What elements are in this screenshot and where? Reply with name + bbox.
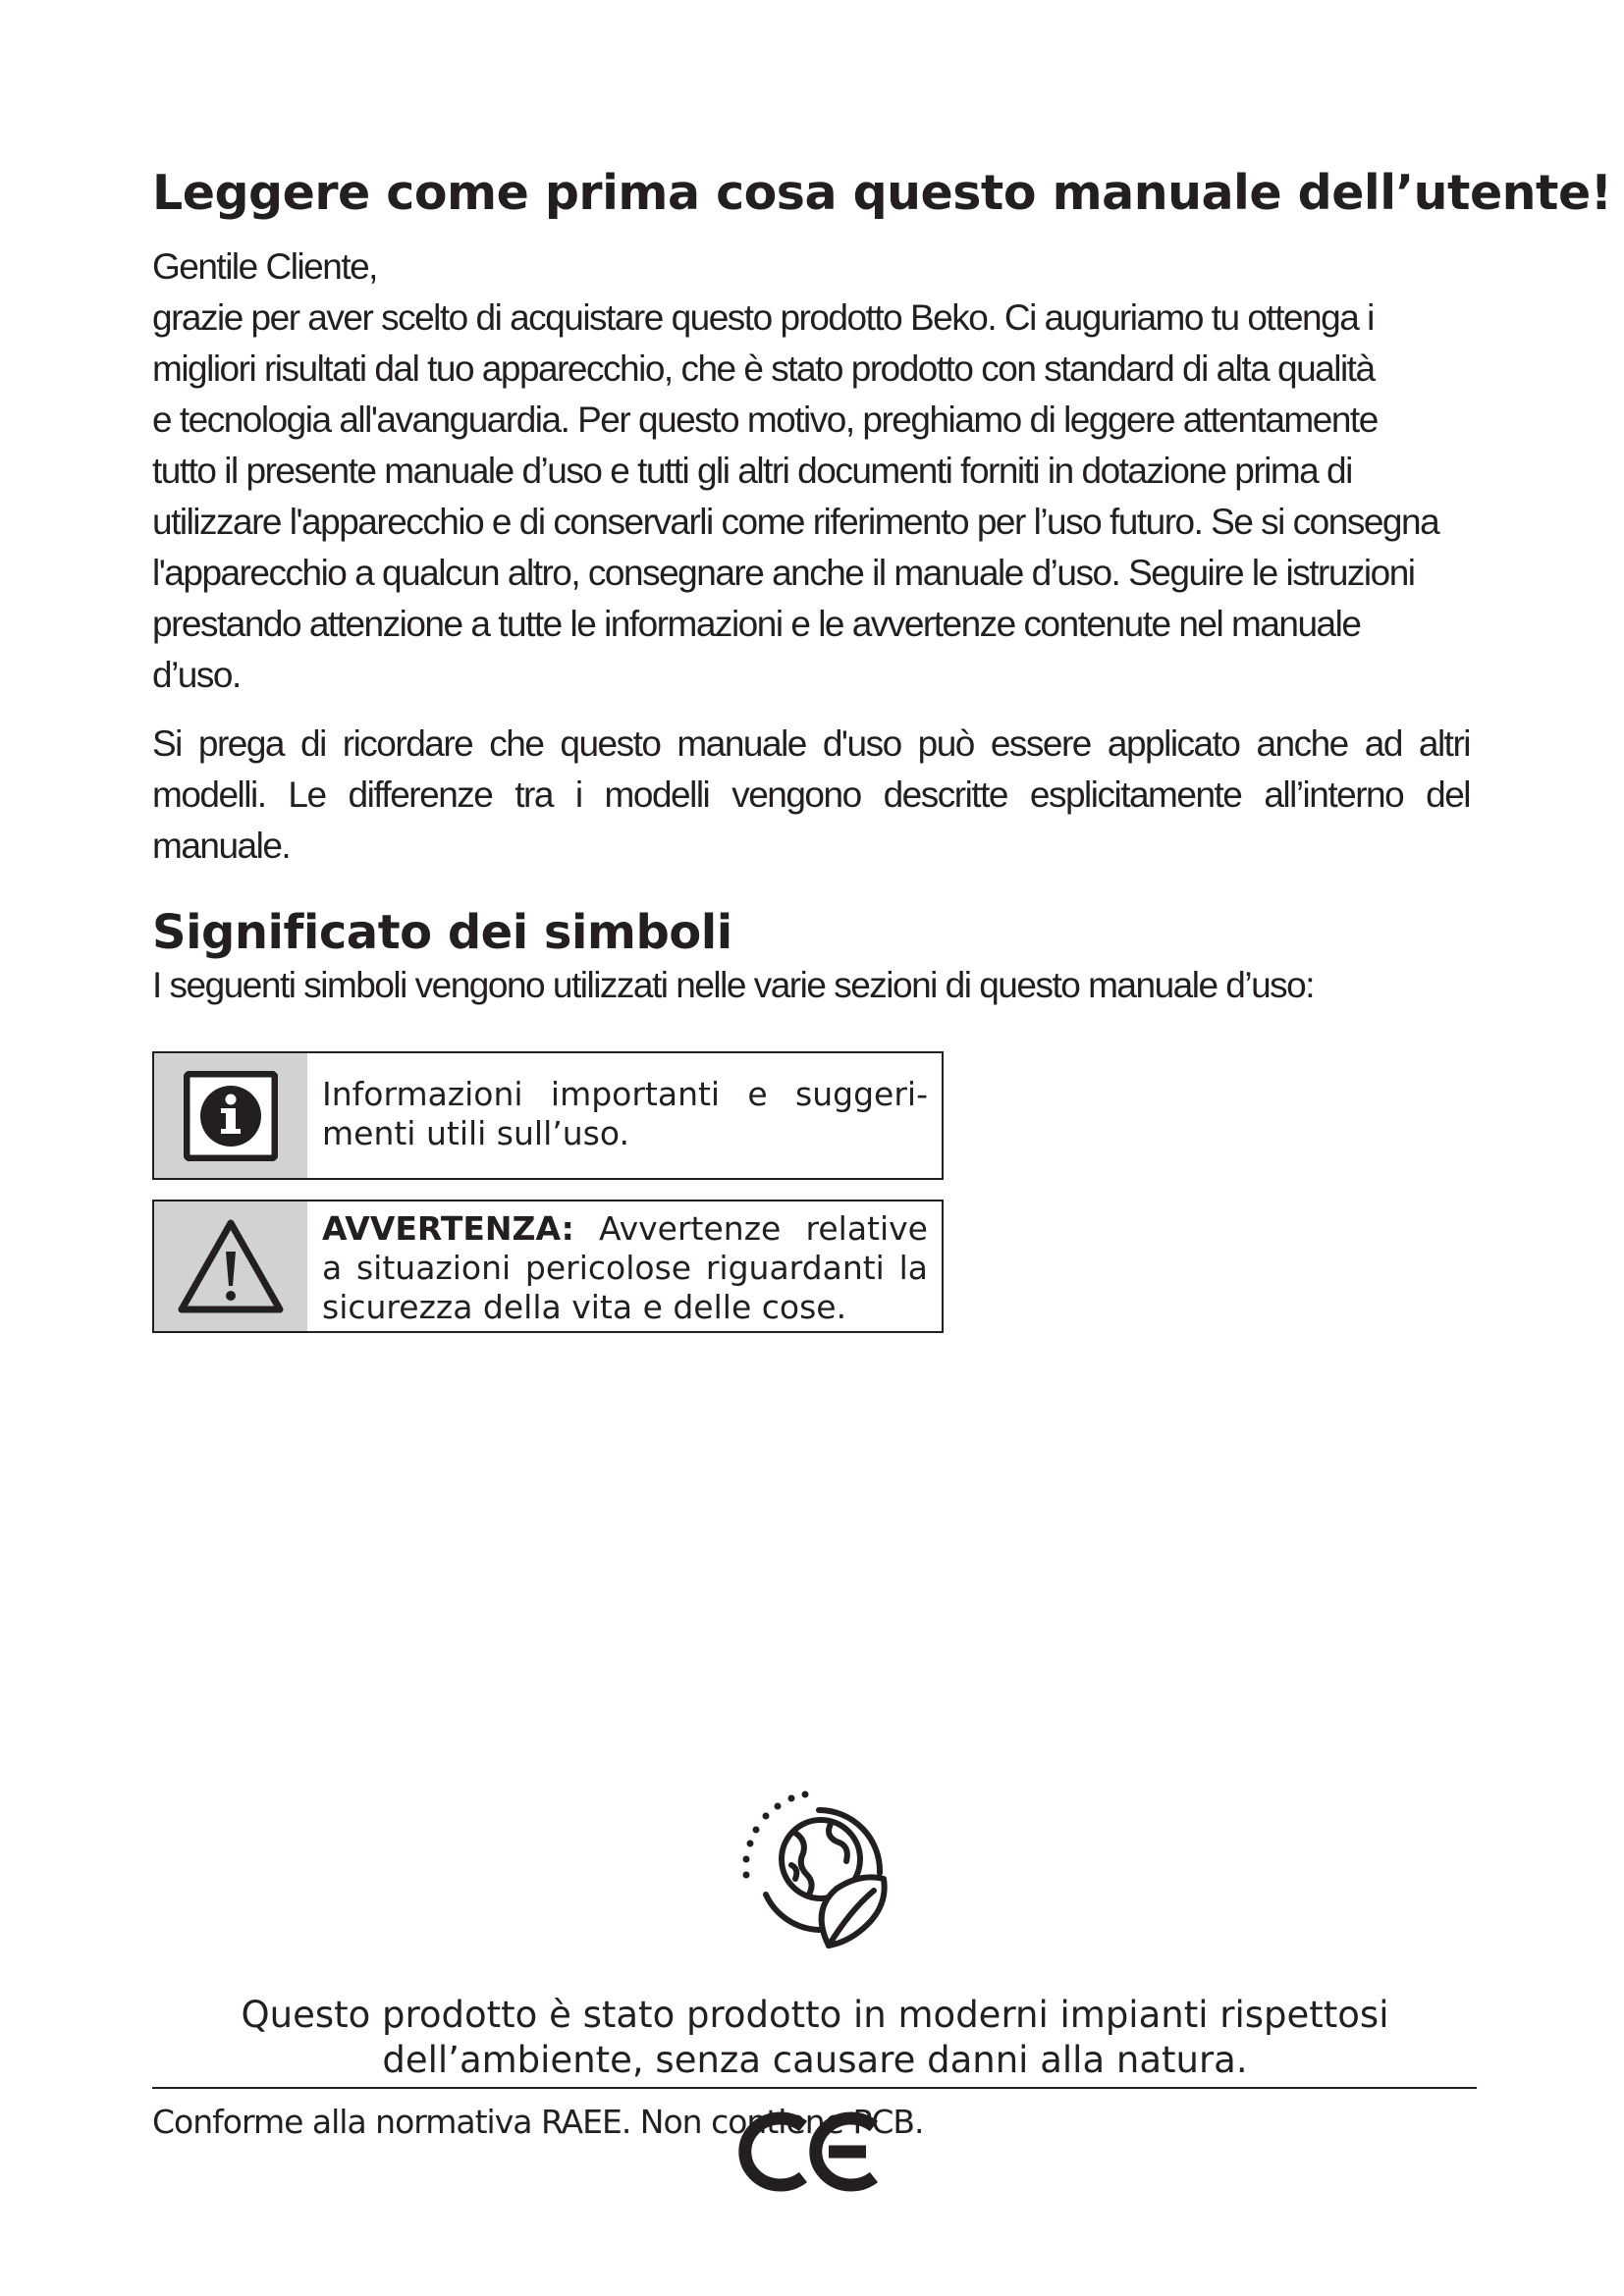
eco-line: dell’ambiente, senza causare danni alla natura. — [382, 2039, 1248, 2081]
page-title: Leggere come prima cosa questo manuale dell’utente! — [152, 165, 1612, 221]
warning-line: a situazioni pericolose riguardanti la — [322, 1249, 928, 1287]
warning-icon-cell — [154, 1201, 307, 1331]
intro-line: e tecnologia all'avanguardia. Per questo motivo, preghiamo di leggere attentamente — [152, 400, 1378, 440]
intro-line: prestando attenzione a tutte le informazioni e le avvertenze contenute nel manuale — [152, 604, 1361, 644]
intro-line: utilizzare l'apparecchio e di conservarli come riferimento per l’uso futuro. Se si consegna — [152, 502, 1439, 542]
warning-triangle-icon — [176, 1217, 286, 1315]
greeting: Gentile Cliente, — [152, 246, 377, 287]
info-symbol-box — [152, 1051, 944, 1180]
ce-mark-icon — [738, 2110, 886, 2193]
note-line: Si prega di ricordare che questo manuale d'uso può essere applicato anche ad altri — [152, 723, 1470, 764]
info-text — [322, 1075, 928, 1153]
eco-line: Questo prodotto è stato prodotto in moderni impianti rispettosi — [241, 1994, 1389, 2036]
intro-line: tutto il presente manuale d’uso e tutti gli altri documenti forniti in dotazione prima di — [152, 451, 1352, 491]
warning-line — [322, 1209, 928, 1249]
symbols-subtitle-text: I seguenti simboli vengono utilizzati nelle varie sezioni di questo manuale d’uso: — [152, 965, 1315, 1005]
eco-globe-leaf-icon — [734, 1781, 901, 1967]
intro-line: migliori risultati dal tuo apparecchio, che è stato prodotto con standard di alta qualità — [152, 348, 1375, 389]
info-line: menti utili sull’uso. — [322, 1114, 629, 1152]
warning-label: AVVERTENZA: — [322, 1209, 574, 1248]
intro-line: l'apparecchio a qualcun altro, consegnare anche il manuale d’uso. Seguire le istruzioni — [152, 553, 1415, 593]
footer-divider — [152, 2087, 1477, 2089]
raee-statement: Conforme alla normativa RAEE. Non contiene PCB. — [152, 2103, 924, 2141]
symbols-title: Significato dei simboli — [152, 905, 732, 960]
symbols-subtitle — [152, 960, 1314, 1011]
note-line: manuale. — [152, 826, 291, 866]
intro-line: d’uso. — [152, 655, 241, 695]
note-line: modelli. Le differenze tra i modelli vengono descritte esplicitamente all’interno del — [152, 774, 1470, 815]
warning-symbol-box — [152, 1200, 944, 1333]
warning-line: sicurezza della vita e delle cose. — [322, 1288, 847, 1326]
info-icon — [184, 1071, 278, 1161]
models-note — [152, 719, 1470, 872]
warning-line-rest: Avvertenze relative — [598, 1209, 928, 1248]
intro-line: grazie per aver scelto di acquistare questo prodotto Beko. Ci auguriamo tu ottenga i — [152, 297, 1374, 338]
info-icon-cell — [154, 1053, 307, 1178]
warning-text — [322, 1209, 928, 1327]
intro-body — [152, 241, 1438, 701]
eco-statement — [187, 1993, 1443, 2083]
info-line: Informazioni importanti e suggeri- — [322, 1075, 928, 1113]
